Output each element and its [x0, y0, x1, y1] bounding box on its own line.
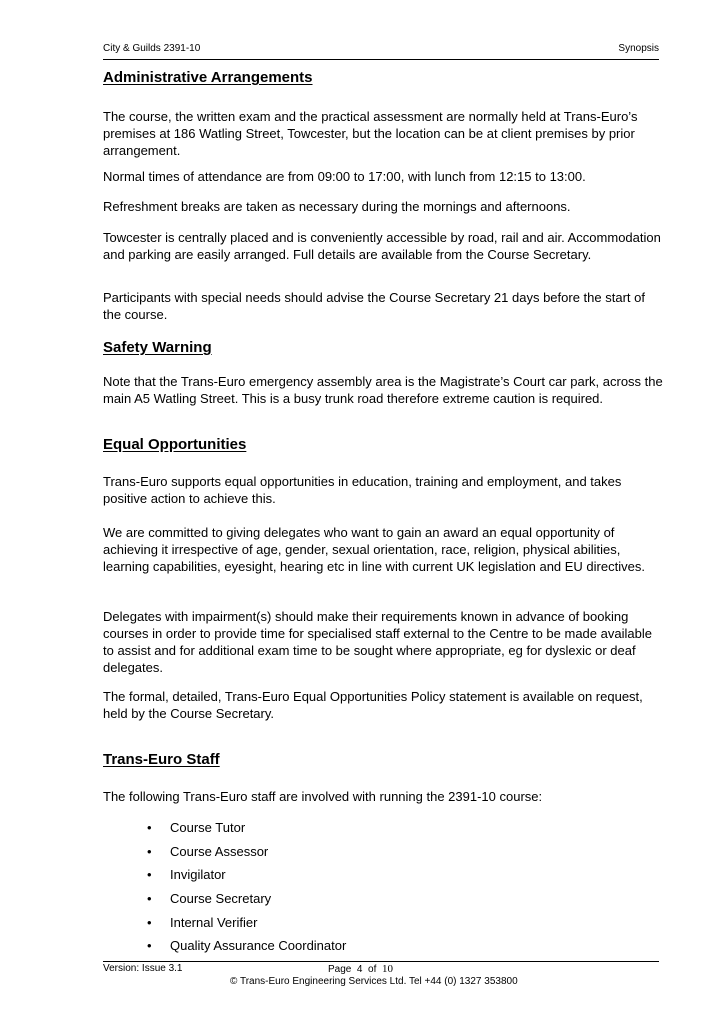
- equal-paragraph-policy: The formal, detailed, Trans-Euro Equal Opportunities Policy statement is available on request, held by the Course Secretary.: [103, 689, 643, 721]
- list-item: [103, 819, 659, 843]
- footer-version: Version: Issue 3.1: [103, 963, 183, 974]
- admin-paragraph-location: The course, the written exam and the practical assessment are normally held at Trans-Euro’s premises at 186 Watling Street, Towcester, but the location can be at client premises by prior arrangement.: [103, 109, 638, 158]
- header-section-name: Synopsis: [618, 43, 659, 54]
- list-item: [103, 890, 659, 914]
- bullet-icon: •: [147, 867, 152, 883]
- heading-administrative-arrangements: Administrative Arrangements: [103, 69, 313, 86]
- header-divider: [103, 59, 659, 60]
- heading-safety-warning: Safety Warning: [103, 339, 212, 356]
- bullet-icon: •: [147, 938, 152, 954]
- of-label: of: [368, 964, 377, 975]
- equal-paragraph-support: Trans-Euro supports equal opportunities in education, training and employment, and takes positive action to achieve this.: [103, 474, 622, 506]
- header-course-code: City & Guilds 2391-10: [103, 43, 201, 54]
- staff-role: Course Assessor: [170, 843, 269, 859]
- equal-paragraph-commitment: We are committed to giving delegates who want to gain an award an equal opportunity of achieving it irrespective of age, gender, sexual orientation, race, religion, physical abilities, learning capabilities, eyesight, hearing etc in line with current UK legislation and EU directives.: [103, 525, 645, 574]
- total-pages: 10: [381, 963, 393, 975]
- page-header: [103, 43, 659, 59]
- admin-paragraph-access: Towcester is centrally placed and is conveniently accessible by road, rail and air. Accommodation and parking are easily arranged. Full details are available from the Course Secretary.: [103, 230, 661, 262]
- admin-paragraph-special-needs: Participants with special needs should advise the Course Secretary 21 days before the start of the course.: [103, 290, 645, 322]
- list-item: [103, 914, 659, 938]
- staff-role: Invigilator: [170, 867, 226, 883]
- heading-equal-opportunities: Equal Opportunities: [103, 436, 247, 453]
- list-item: [103, 866, 659, 890]
- list-item: [103, 843, 659, 867]
- bullet-icon: •: [147, 820, 152, 835]
- footer-divider: [103, 961, 659, 962]
- bullet-icon: •: [147, 843, 152, 859]
- footer-copyright: © Trans-Euro Engineering Services Ltd. Tel +44 (0) 1327 353800: [230, 976, 518, 987]
- list-item: [103, 937, 659, 961]
- current-page: 4: [356, 964, 363, 975]
- heading-trans-euro-staff: Trans-Euro Staff: [103, 751, 220, 768]
- staff-intro: The following Trans-Euro staff are involved with running the 2391-10 course:: [103, 789, 543, 804]
- safety-paragraph: Note that the Trans-Euro emergency assembly area is the Magistrate’s Court car park, across the main A5 Watling Street. This is a busy trunk road therefore extreme caution is required.: [103, 374, 663, 406]
- bullet-icon: •: [147, 891, 152, 907]
- page-label: Page: [328, 964, 352, 975]
- footer-page-number: [328, 963, 393, 975]
- bullet-icon: •: [147, 914, 152, 930]
- equal-paragraph-impairment: Delegates with impairment(s) should make their requirements known in advance of booking courses in order to provide time for specialised staff external to the Centre to be made available to assist and for additional exam time to be sought where appropriate, eg for dyslexic or deaf delegates.: [103, 609, 652, 675]
- staff-role: Internal Verifier: [170, 914, 258, 930]
- staff-role: Course Tutor: [170, 820, 246, 835]
- staff-list: [103, 819, 659, 961]
- staff-role: Quality Assurance Coordinator: [170, 938, 347, 954]
- admin-paragraph-breaks: Refreshment breaks are taken as necessary during the mornings and afternoons.: [103, 199, 571, 214]
- admin-paragraph-times: Normal times of attendance are from 09:00 to 17:00, with lunch from 12:15 to 13:00.: [103, 169, 586, 184]
- staff-role: Course Secretary: [170, 891, 272, 907]
